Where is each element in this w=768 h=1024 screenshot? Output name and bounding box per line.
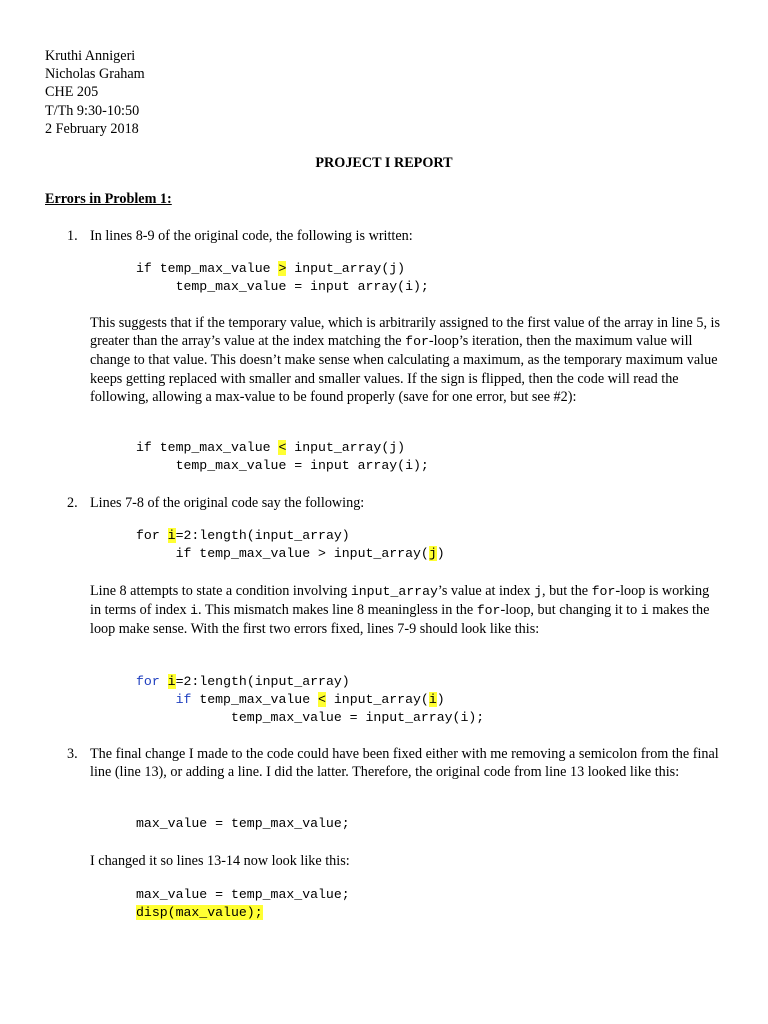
item-3-explanation: The final change I made to the code could have been fixed either with me removing a semicolon from the final line (line 13), or adding a line. I did the latter. Therefore, the original code from line 13 looked like this: [90, 746, 719, 781]
paragraph-text: makes the loop make sense. With the first two errors fixed, lines 7-9 should look like this: [90, 602, 710, 638]
paragraph-text: This suggests that if the temporary value, which is arbitrarily assigned to the first value of the array in line 5, is greater than the array’s value at the index matching the [90, 315, 720, 350]
item-1-number: 1. [67, 228, 78, 244]
inline-code: i [640, 603, 649, 619]
item-2-number: 2. [67, 495, 78, 511]
item-2-code-block-1 [136, 527, 445, 563]
code-text: ) [436, 546, 445, 561]
highlighted-variable: j [428, 546, 437, 561]
code-text: ) [436, 692, 445, 707]
code-text: input_array( [325, 692, 429, 707]
item-1-code-block-2 [136, 439, 429, 475]
paragraph-text: -loop is working in terms of index [90, 583, 710, 619]
item-2-code-block-2 [136, 673, 484, 727]
paragraph-text: . This mismatch makes line 8 meaningless in the [198, 602, 477, 619]
code-text: temp_max_value = input array(i); [136, 458, 429, 473]
item-3-number: 3. [67, 746, 78, 762]
code-text: if temp_max_value > input_array( [136, 546, 429, 561]
report-date: 2 February 2018 [45, 120, 139, 137]
code-text: =2:length(input_array) [175, 528, 350, 543]
keyword: if [175, 692, 192, 707]
paragraph-text: -loop’s iteration, then the maximum value will change to that value. This doesn’t make sense when calculating a maximum, as the temporary maximum value keeps getting replaced with smaller and smaller values. If the sign is flipped, then the code will read the following, allowing a max-value to be found properly (save for one error, but see #2): [90, 333, 718, 405]
author-name-1: Kruthi Annigeri [45, 48, 136, 64]
code-text: temp_max_value = input array(i); [136, 279, 429, 294]
inline-code: for [591, 584, 616, 599]
code-text: input_array(j) [286, 440, 406, 455]
code-text: =2:length(input_array) [175, 674, 350, 689]
report-title: PROJECT I REPORT [315, 155, 453, 171]
class-time: T/Th 9:30-10:50 [45, 102, 140, 119]
highlighted-variable: i [167, 528, 176, 543]
code-text: temp_max_value [191, 692, 319, 707]
item-1-code-block-1 [136, 260, 429, 296]
paragraph-text: , but the [541, 583, 592, 599]
code-text: if temp_max_value [136, 440, 279, 455]
item-3-code-block-2 [136, 886, 350, 922]
code-text: if temp_max_value [136, 261, 279, 276]
item-1-intro: In lines 8-9 of the original code, the following is written: [90, 228, 413, 244]
item-2-intro: Lines 7-8 of the original code say the following: [90, 495, 365, 511]
code-text: temp_max_value = input_array(i); [136, 710, 485, 725]
highlighted-operator: > [278, 261, 287, 276]
course-code: CHE 205 [45, 84, 99, 101]
code-text: max_value = temp_max_value; [136, 887, 350, 902]
paragraph-text: Line 8 attempts to state a condition involving [90, 583, 351, 599]
highlighted-added-line: disp(max_value); [136, 905, 263, 920]
item-3-followup: I changed it so lines 13-14 now look like this: [90, 853, 350, 869]
highlighted-variable: i [428, 692, 437, 707]
item-2-explanation [90, 582, 720, 639]
inline-code: i [190, 603, 199, 619]
code-text: input_array(j) [286, 261, 406, 276]
inline-code: for [476, 603, 501, 619]
item-3-code-block-1: max_value = temp_max_value; [136, 816, 350, 831]
author-name-2: Nicholas Graham [45, 66, 145, 83]
inline-code: for [405, 334, 429, 350]
section-heading: Errors in Problem 1: [45, 191, 172, 207]
item-1-explanation [90, 314, 720, 406]
paragraph-text: ’s value at index [437, 583, 535, 599]
author-header [45, 47, 145, 138]
keyword: for [136, 674, 160, 689]
code-text [136, 692, 176, 707]
inline-code: input_array [350, 584, 438, 599]
code-text: for [136, 528, 168, 543]
highlighted-operator: < [318, 692, 326, 707]
inline-code: j [534, 584, 542, 599]
highlighted-variable: i [167, 674, 176, 689]
highlighted-operator: < [278, 440, 287, 455]
code-text [160, 674, 168, 689]
paragraph-text: -loop, but changing it to [500, 602, 641, 619]
